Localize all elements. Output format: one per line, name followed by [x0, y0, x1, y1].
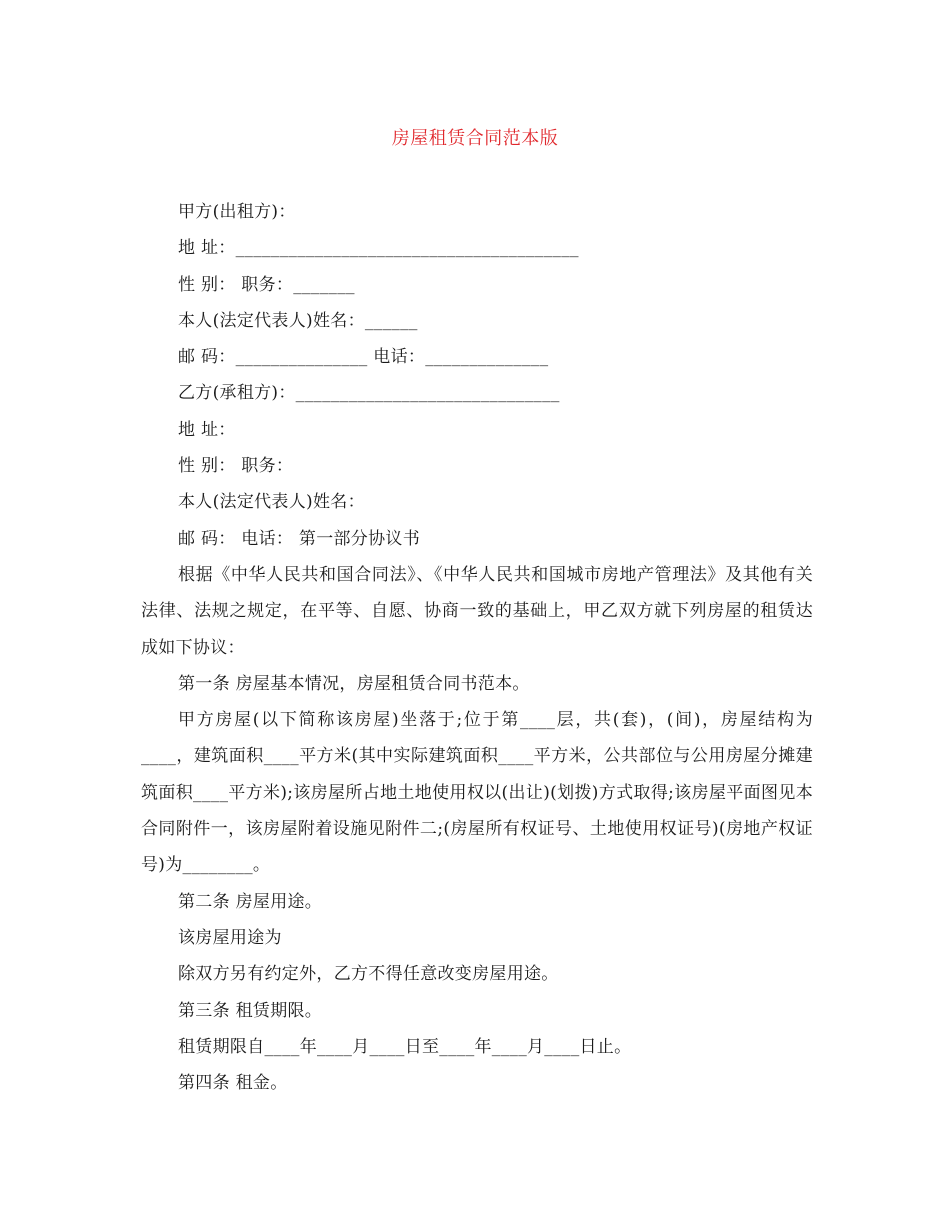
document-title: 房屋租赁合同范本版 — [391, 128, 559, 149]
article-1-body: 甲方房屋(以下简称该房屋)坐落于;位于第____层，共(套)，(间)，房屋结构为____，建筑面积____平方米(其中实际建筑面积____平方米，公共部位与公用房屋分摊建筑面积____平方米);该房屋所占地土地使用权以(出让)(划拨)方式取得;该房屋平面图见本合同附件一，该房屋附着设施见附件二;(房屋所有权证号、土地使用权证号)(房地产权证号)为________。 — [141, 710, 813, 876]
article-4-heading: 第四条 租金。 — [178, 1073, 288, 1094]
document-body — [141, 194, 813, 1101]
party-a-address: 地 址：_______________________________________ — [178, 238, 579, 259]
article-2-heading: 第二条 房屋用途。 — [178, 891, 323, 912]
party-b-gender-position: 性 别： 职务： — [178, 456, 294, 477]
article-2-restriction: 除双方另有约定外，乙方不得任意改变房屋用途。 — [178, 964, 559, 985]
party-a-postcode-phone: 邮 码：_______________ 电话：______________ — [178, 347, 549, 368]
article-3-heading: 第三条 租赁期限。 — [178, 1000, 323, 1021]
article-1-heading: 第一条 房屋基本情况，房屋租赁合同书范本。 — [178, 673, 530, 694]
party-b-representative: 本人(法定代表人)姓名： — [178, 492, 365, 513]
party-a-label: 甲方(出租方)： — [178, 202, 296, 222]
article-2-usage: 该房屋用途为 — [178, 927, 282, 948]
article-3-term: 租赁期限自____年____月____日至____年____月____日止。 — [178, 1036, 632, 1057]
party-b-postcode-phone: 邮 码： 电话： 第一部分协议书 — [178, 528, 421, 549]
party-a-representative: 本人(法定代表人)姓名：______ — [178, 310, 418, 331]
party-b-address: 地 址： — [178, 419, 236, 440]
party-a-gender-position: 性 别： 职务：_______ — [178, 274, 355, 295]
party-b-label: 乙方(承租方)：______________________________ — [178, 383, 560, 404]
intro-paragraph: 根据《中华人民共和国合同法》、《中华人民共和国城市房地产管理法》及其他有关法律、法规之规定，在平等、自愿、协商一致的基础上，甲乙双方就下列房屋的租赁达成如下协议： — [141, 564, 813, 658]
